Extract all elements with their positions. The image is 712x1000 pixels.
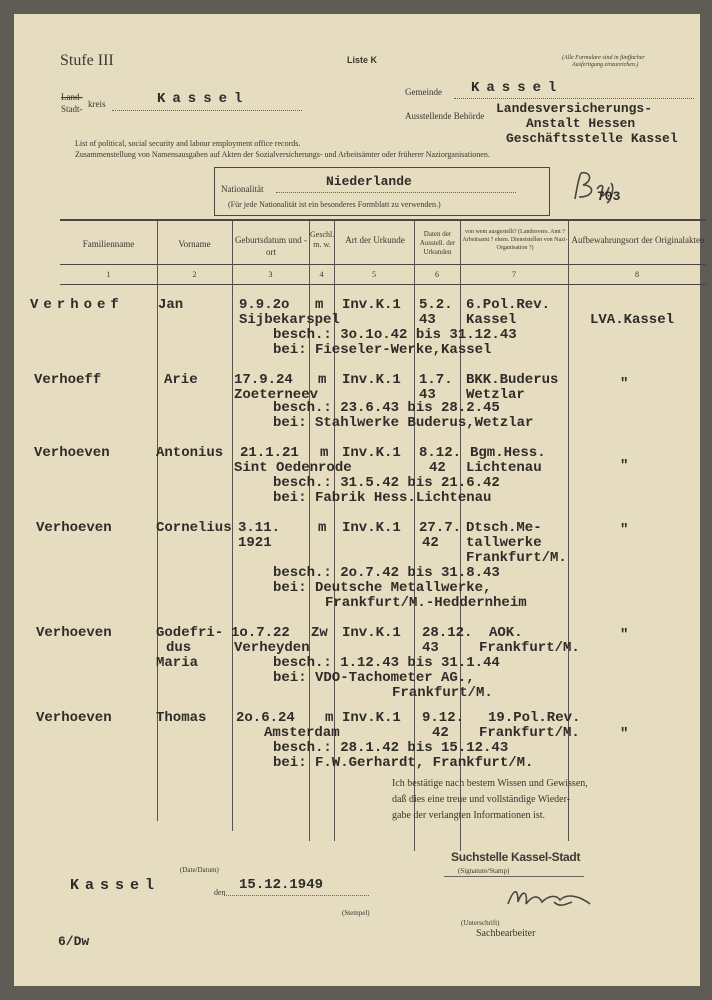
date-label: (Date/Datum) xyxy=(180,866,219,874)
record-issuer: AOK. xyxy=(489,625,523,641)
behoerde-line-2: Anstalt Hessen xyxy=(526,116,636,131)
record-surname: Verhoeven xyxy=(36,520,112,536)
column-header-urkunde: Art der Urkunde xyxy=(345,235,405,245)
column-header-familienname: Familienname xyxy=(82,239,135,249)
behoerde-line-1: Landesversicherungs- xyxy=(496,101,653,116)
record-doc-type: Inv.K.1 xyxy=(342,297,401,313)
record-sex: m xyxy=(320,445,329,461)
record-issue-date: 8.12. xyxy=(419,445,462,461)
record-issue-date: 5.2. xyxy=(419,297,453,313)
record-surname: Verhoef xyxy=(30,297,124,313)
record-employer: bei: Fabrik Hess.Lichtenau xyxy=(273,490,492,506)
kreis-value: Kassel xyxy=(157,91,250,107)
confirmation-line-1: Ich bestätige nach bestem Wissen und Gewissen, xyxy=(392,778,588,789)
record-doc-type: Inv.K.1 xyxy=(342,710,401,726)
record-employer-location: Frankfurt/M. xyxy=(392,685,493,701)
nationality-line xyxy=(276,192,516,193)
column-header-daten: Daten der Ausstell. der Urkunden xyxy=(419,230,456,256)
record-employment-period: besch.: 3o.1o.42 bis 31.12.43 xyxy=(273,327,517,343)
record-sex: m xyxy=(318,372,327,388)
record-firstname: Godefri- xyxy=(156,625,224,641)
record-issuer: 19.Pol.Rev. xyxy=(488,710,581,726)
record-issuer: Dtsch.Me- xyxy=(466,520,542,536)
record-surname: Verhoeven xyxy=(36,710,112,726)
record-issuer: Frankfurt/M. xyxy=(466,550,567,566)
record-firstname: Thomas xyxy=(156,710,207,726)
record-issue-year: 42 xyxy=(422,535,439,551)
liste-label: Liste K xyxy=(347,55,378,65)
record-surname: Verhoeven xyxy=(34,445,110,461)
form-note-2: Ausfertigung einzureichen.) xyxy=(572,62,639,68)
record-issuer: Bgm.Hess. xyxy=(470,445,546,461)
record-birth-place: Amsterdam xyxy=(264,725,340,741)
gemeinde-value: Kassel xyxy=(471,80,564,96)
col-divider-7 xyxy=(568,221,569,841)
column-number: 3 xyxy=(268,270,273,279)
record-employer: bei: Deutsche Metallwerke, xyxy=(273,580,492,596)
date-value: 15.12.1949 xyxy=(239,877,324,893)
record-employer: bei: Fieseler-Werke,Kassel xyxy=(273,342,492,358)
record-sex: m xyxy=(325,710,334,726)
gemeinde-line xyxy=(454,98,694,99)
record-birth-place: Sint Oedenrode xyxy=(234,460,352,476)
record-issue-year: 43 xyxy=(419,312,436,328)
reference-code: 6/Dw xyxy=(58,934,90,949)
record-birth-date: 17.9.24 xyxy=(234,372,293,388)
german-description: Zusammenstellung von Namensausgaben auf Akten der Sozialversicherungs- und Arbeitsämter oder früherer Naziorganisationen. xyxy=(75,150,490,159)
record-firstname: Maria xyxy=(156,655,199,671)
place-value: Kassel xyxy=(70,877,161,894)
record-surname: Verhoeff xyxy=(34,372,102,388)
signature-label: (Signature/Stamp) xyxy=(458,867,510,875)
date-line xyxy=(224,895,369,896)
col-divider-2 xyxy=(232,221,233,831)
form-note-1: (Alle Formulare sind in fünffacher xyxy=(562,55,645,61)
record-issue-year: 42 xyxy=(429,460,446,476)
kreis-line xyxy=(112,110,302,111)
record-storage: " xyxy=(620,458,629,474)
record-employment-period: besch.: 23.6.43 bis 28.2.45 xyxy=(273,400,500,416)
record-birth-place: 1921 xyxy=(238,535,272,551)
column-number: 6 xyxy=(435,270,439,279)
record-issue-date: 9.12. xyxy=(422,710,465,726)
confirmation-line-2: daß dies eine treue und vollständige Wieder- xyxy=(392,794,571,805)
record-surname: Verhoeven xyxy=(36,625,112,641)
record-issuer: Kassel xyxy=(466,312,517,328)
record-issue-year: 43 xyxy=(422,640,439,656)
behoerde-line-3: Geschäftsstelle Kassel xyxy=(506,131,678,146)
den-label: den xyxy=(214,888,226,897)
record-birth-place: Verheyden xyxy=(234,640,310,656)
record-issue-date: 28.12. xyxy=(422,625,473,641)
record-birth-place: Sijbekarspel xyxy=(239,312,340,328)
record-birth-place: Zoeterneev xyxy=(234,387,319,403)
record-storage: " xyxy=(620,522,629,538)
record-employment-period: besch.: 1.12.43 bis 31.1.44 xyxy=(273,655,500,671)
record-firstname: Antonius xyxy=(156,445,224,461)
record-firstname: Cornelius xyxy=(156,520,232,536)
record-birth-date: 21.1.21 xyxy=(240,445,299,461)
column-header-vorname: Vorname xyxy=(178,239,211,249)
land-label: Land- xyxy=(61,92,83,102)
nationality-note: (Für jede Nationalität ist ein besonderes Formblatt zu verwenden.) xyxy=(228,200,441,209)
record-birth-date: 1o.7.22 xyxy=(231,625,290,641)
column-header-aufbewahrung: Aufbewahrungsort der Originalakten xyxy=(571,235,705,245)
behoerde-label: Ausstellende Behörde xyxy=(405,111,485,121)
record-storage: " xyxy=(620,376,629,392)
record-doc-type: Inv.K.1 xyxy=(342,372,401,388)
record-issuer: Frankfurt/M. xyxy=(479,725,580,741)
column-header-geschlecht: Geschl. m. w. xyxy=(310,230,335,249)
record-issuer: Frankfurt/M. xyxy=(479,640,580,656)
record-employer: bei: VDO-Tachometer AG., xyxy=(273,670,475,686)
nationality-label: Nationalität xyxy=(221,184,264,194)
record-sex: m xyxy=(315,297,324,313)
signature-line xyxy=(444,876,584,877)
column-header-aussteller: von wem ausgestellt? (Landesvers. Amt ? Arbeitsamt ? ehem. Dienststellen von Nazi-Organisation ?) xyxy=(462,229,568,251)
record-employer: bei: F.W.Gerhardt, Frankfurt/M. xyxy=(273,755,534,771)
record-issue-date: 1.7. xyxy=(419,372,453,388)
confirmation-line-3: gabe der verlangten Informationen ist. xyxy=(392,810,545,821)
unterschrift-label: (Unterschrift) xyxy=(461,919,500,927)
column-number: 4 xyxy=(319,270,324,279)
column-number: 5 xyxy=(372,270,376,279)
column-header-geburtsdatum: Geburtsdatum und -ort xyxy=(235,235,307,257)
page-number: 703 xyxy=(597,189,621,204)
record-doc-type: Inv.K.1 xyxy=(342,445,401,461)
record-employment-period: besch.: 28.1.42 bis 15.12.43 xyxy=(273,740,509,756)
record-firstname: dus xyxy=(166,640,192,656)
record-issuer: Wetzlar xyxy=(466,387,525,403)
record-birth-date: 2o.6.24 xyxy=(236,710,295,726)
record-doc-type: Inv.K.1 xyxy=(342,520,401,536)
record-issue-date: 27.7. xyxy=(419,520,462,536)
kreis-label: kreis xyxy=(88,99,106,109)
record-storage: " xyxy=(620,627,629,643)
column-number: 1 xyxy=(106,270,111,279)
record-issuer: Lichtenau xyxy=(466,460,542,476)
record-sex: m xyxy=(318,520,327,536)
gemeinde-label: Gemeinde xyxy=(405,87,442,97)
record-sex: Zw xyxy=(311,625,328,641)
record-birth-date: 9.9.2o xyxy=(239,297,290,313)
column-number: 2 xyxy=(192,270,197,279)
record-issue-year: 42 xyxy=(432,725,449,741)
record-storage: LVA.Kassel xyxy=(590,312,675,328)
record-issuer: BKK.Buderus xyxy=(466,372,559,388)
record-firstname: Jan xyxy=(158,297,184,313)
record-issuer: 6.Pol.Rev. xyxy=(466,297,551,313)
record-employer: bei: Stahlwerke Buderus,Wetzlar xyxy=(273,415,534,431)
stufe-label: Stufe III xyxy=(60,52,114,69)
record-employment-period: besch.: 2o.7.42 bis 31.8.43 xyxy=(273,565,500,581)
nationality-value: Niederlande xyxy=(326,174,412,189)
document-page xyxy=(14,14,705,986)
stadt-label: Stadt- xyxy=(61,104,83,114)
record-issue-year: 43 xyxy=(419,387,436,403)
stempel-label: (Stempel) xyxy=(342,909,370,917)
record-issuer: tallwerke xyxy=(466,535,542,551)
handwritten-signature xyxy=(504,882,594,916)
column-number: 7 xyxy=(512,270,516,279)
office-stamp: Suchstelle Kassel-Stadt xyxy=(451,850,581,864)
sachbearbeiter-label: Sachbearbeiter xyxy=(476,928,536,939)
record-doc-type: Inv.K.1 xyxy=(342,625,401,641)
record-employment-period: besch.: 31.5.42 bis 21.6.42 xyxy=(273,475,500,491)
record-employer-location: Frankfurt/M.-Heddernheim xyxy=(325,595,527,611)
record-birth-date: 3.11. xyxy=(238,520,281,536)
record-storage: " xyxy=(620,726,629,742)
english-description: List of political, social security and labour employment office records. xyxy=(75,139,301,148)
record-firstname: Arie xyxy=(164,372,198,388)
column-number: 8 xyxy=(635,270,639,279)
